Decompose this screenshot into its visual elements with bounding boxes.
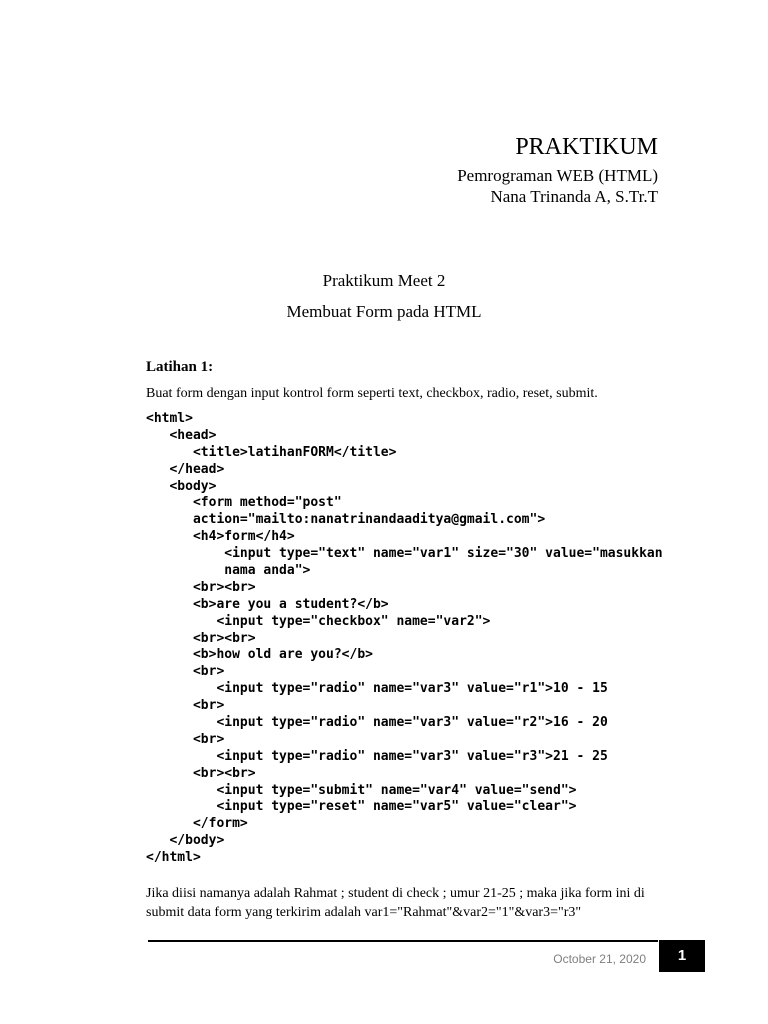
code-line: </body> [146,833,225,849]
code-line: <input type="radio" name="var3" value="r3">21 - 25 [146,748,608,764]
code-line: <input type="submit" name="var4" value="send"> [146,782,577,798]
footer-date: October 21, 2020 [553,952,646,966]
section-meet: Praktikum Meet 2 [322,271,446,290]
code-line: </html> [146,850,201,866]
code-line: <input type="text" name="var1" size="30" value="masukkan [146,546,663,562]
document-subtitle: Pemrograman WEB (HTML) [457,166,658,185]
page-number-box [659,940,705,972]
code-line: <br> [146,664,225,680]
code-line: <title>latihanFORM</title> [146,444,397,460]
document-title: PRAKTIKUM [515,134,658,160]
code-line: nama anda"> [146,563,311,579]
section-topic: Membuat Form pada HTML [286,302,482,321]
explanation-note: Jika diisi namanya adalah Rahmat ; student di check ; umur 21-25 ; maka jika form ini di submit data form yang terkirim adalah var1="Rahmat"&var2="1"&var3="r3" [146,886,645,920]
page-number: 1 [677,947,687,964]
exercise-description: Buat form dengan input kontrol form seperti text, checkbox, radio, reset, submit. [146,386,598,401]
code-line: <form method="post" [146,495,342,511]
code-line: <input type="radio" name="var3" value="r1">10 - 15 [146,681,608,697]
document-author: Nana Trinanda A, S.Tr.T [490,187,658,206]
code-line: action="mailto:nanatrinandaaditya@gmail.com"> [146,512,546,528]
code-line: <br> [146,731,225,747]
code-line: <html> [146,411,193,426]
code-line: <input type="checkbox" name="var2"> [146,613,491,629]
code-line: <b>how old are you?</b> [146,647,373,663]
code-line: <br><br> [146,579,256,595]
code-line: </head> [146,461,225,477]
footer-rule [148,940,658,942]
code-line: <body> [146,478,217,494]
code-line: <h4>form</h4> [146,529,295,545]
code-listing [146,411,663,867]
code-line: <br><br> [146,630,256,646]
code-line: <br> [146,698,225,714]
exercise-title: Latihan 1: [146,359,214,375]
code-line: <input type="radio" name="var3" value="r2">16 - 20 [146,715,608,731]
code-line: </form> [146,816,248,832]
code-line: <br><br> [146,765,256,781]
code-line: <input type="reset" name="var5" value="clear"> [146,799,577,815]
code-line: <head> [146,427,217,443]
code-line: <b>are you a student?</b> [146,596,389,612]
